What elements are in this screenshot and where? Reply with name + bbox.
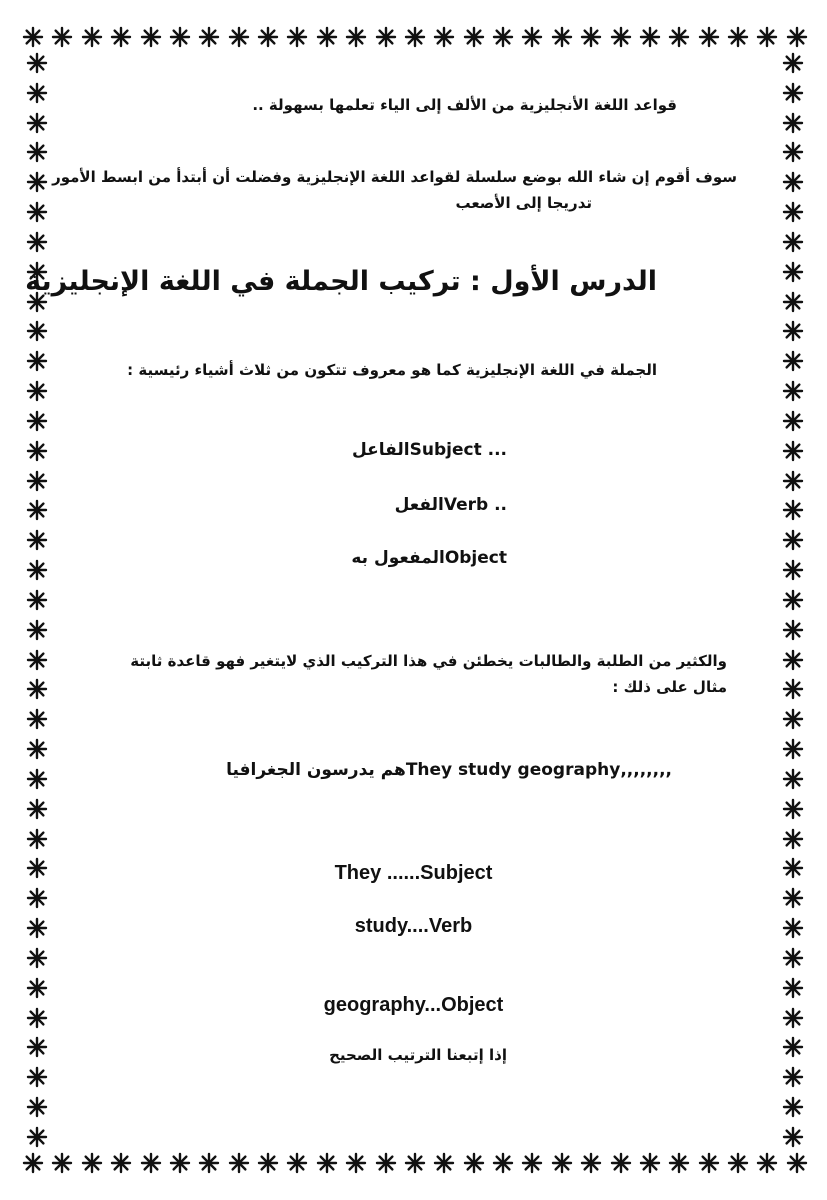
example-sentence: ,,,,,,,,They study geographyهم يدرسون الجغرافيا	[226, 760, 672, 780]
lesson-title: الدرس الأول : تركيب الجملة في اللغة الإنجليزية	[25, 266, 657, 297]
asterisk-star-icon	[433, 26, 455, 48]
asterisk-star-icon	[26, 231, 48, 253]
asterisk-star-icon	[26, 977, 48, 999]
asterisk-star-icon	[639, 1152, 661, 1174]
border-left	[22, 52, 52, 1148]
asterisk-star-icon	[228, 26, 250, 48]
asterisk-star-icon	[51, 26, 73, 48]
asterisk-star-icon	[404, 1152, 426, 1174]
asterisk-star-icon	[782, 380, 804, 402]
asterisk-star-icon	[228, 1152, 250, 1174]
asterisk-star-icon	[782, 1096, 804, 1118]
asterisk-star-icon	[782, 887, 804, 909]
asterisk-star-icon	[727, 26, 749, 48]
asterisk-star-icon	[782, 589, 804, 611]
part-subject: ... Subjectالفاعل	[352, 440, 507, 460]
asterisk-star-icon	[782, 410, 804, 432]
asterisk-star-icon	[639, 26, 661, 48]
asterisk-star-icon	[727, 1152, 749, 1174]
asterisk-star-icon	[26, 619, 48, 641]
asterisk-star-icon	[786, 1152, 808, 1174]
asterisk-star-icon	[345, 1152, 367, 1174]
asterisk-star-icon	[463, 26, 485, 48]
asterisk-star-icon	[782, 201, 804, 223]
asterisk-star-icon	[782, 141, 804, 163]
asterisk-star-icon	[551, 1152, 573, 1174]
asterisk-star-icon	[26, 649, 48, 671]
asterisk-star-icon	[782, 857, 804, 879]
asterisk-star-icon	[26, 201, 48, 223]
asterisk-star-icon	[26, 828, 48, 850]
asterisk-star-icon	[81, 1152, 103, 1174]
asterisk-star-icon	[782, 798, 804, 820]
intro-line-2: تدريجا إلى الأصعب	[455, 194, 592, 212]
asterisk-star-icon	[610, 26, 632, 48]
asterisk-star-icon	[782, 828, 804, 850]
asterisk-star-icon	[26, 887, 48, 909]
asterisk-star-icon	[492, 1152, 514, 1174]
asterisk-star-icon	[110, 1152, 132, 1174]
asterisk-star-icon	[782, 1036, 804, 1058]
asterisk-star-icon	[668, 26, 690, 48]
asterisk-star-icon	[26, 589, 48, 611]
asterisk-star-icon	[26, 678, 48, 700]
asterisk-star-icon	[26, 141, 48, 163]
asterisk-star-icon	[782, 649, 804, 671]
asterisk-star-icon	[26, 320, 48, 342]
asterisk-star-icon	[316, 1152, 338, 1174]
asterisk-star-icon	[26, 171, 48, 193]
asterisk-star-icon	[580, 1152, 602, 1174]
asterisk-star-icon	[26, 708, 48, 730]
asterisk-star-icon	[782, 708, 804, 730]
asterisk-star-icon	[26, 499, 48, 521]
border-right	[778, 52, 808, 1148]
asterisk-star-icon	[26, 350, 48, 372]
asterisk-star-icon	[26, 440, 48, 462]
asterisk-star-icon	[782, 619, 804, 641]
asterisk-star-icon	[756, 26, 778, 48]
asterisk-star-icon	[756, 1152, 778, 1174]
asterisk-star-icon	[110, 26, 132, 48]
part-verb: .. Verbالفعل	[394, 495, 507, 515]
asterisk-star-icon	[782, 529, 804, 551]
asterisk-star-icon	[782, 977, 804, 999]
asterisk-star-icon	[22, 1152, 44, 1174]
asterisk-star-icon	[782, 678, 804, 700]
asterisk-star-icon	[26, 1126, 48, 1148]
asterisk-star-icon	[782, 738, 804, 760]
breakdown-verb: study....Verb	[354, 915, 473, 937]
asterisk-star-icon	[26, 52, 48, 74]
asterisk-star-icon	[551, 26, 573, 48]
asterisk-star-icon	[782, 112, 804, 134]
asterisk-star-icon	[375, 1152, 397, 1174]
asterisk-star-icon	[404, 26, 426, 48]
asterisk-star-icon	[698, 26, 720, 48]
border-top	[22, 22, 808, 52]
mistake-line-1: والكثير من الطلبة والطالبات يخطئن في هذا التركيب الذي لايتغير فهو قاعدة ثابتة	[130, 652, 727, 670]
asterisk-star-icon	[782, 917, 804, 939]
asterisk-star-icon	[375, 26, 397, 48]
asterisk-star-icon	[463, 1152, 485, 1174]
asterisk-star-icon	[26, 798, 48, 820]
asterisk-star-icon	[26, 738, 48, 760]
asterisk-star-icon	[26, 1007, 48, 1029]
asterisk-star-icon	[286, 26, 308, 48]
asterisk-star-icon	[782, 1066, 804, 1088]
asterisk-star-icon	[22, 26, 44, 48]
asterisk-star-icon	[782, 499, 804, 521]
intro-line-1: سوف أقوم إن شاء الله بوضع سلسلة لقواعد اللغة الإنجليزية وفضلت أن أبتدأ من ابسط الأمور	[52, 168, 737, 186]
asterisk-star-icon	[26, 82, 48, 104]
asterisk-star-icon	[26, 768, 48, 790]
asterisk-star-icon	[782, 559, 804, 581]
asterisk-star-icon	[782, 1007, 804, 1029]
asterisk-star-icon	[521, 1152, 543, 1174]
asterisk-star-icon	[26, 1066, 48, 1088]
asterisk-star-icon	[26, 1036, 48, 1058]
asterisk-star-icon	[782, 291, 804, 313]
asterisk-star-icon	[782, 52, 804, 74]
asterisk-star-icon	[316, 26, 338, 48]
asterisk-star-icon	[169, 1152, 191, 1174]
asterisk-star-icon	[782, 440, 804, 462]
asterisk-star-icon	[257, 26, 279, 48]
asterisk-star-icon	[26, 380, 48, 402]
asterisk-star-icon	[580, 26, 602, 48]
intro-title: قواعد اللغة الأنجليزية من الألف إلى الياء تعلمها بسهولة ..	[252, 96, 677, 114]
asterisk-star-icon	[668, 1152, 690, 1174]
asterisk-star-icon	[140, 1152, 162, 1174]
asterisk-star-icon	[81, 26, 103, 48]
breakdown-subject: They ......Subject	[334, 862, 493, 884]
asterisk-star-icon	[782, 1126, 804, 1148]
asterisk-star-icon	[698, 1152, 720, 1174]
asterisk-star-icon	[782, 261, 804, 283]
asterisk-star-icon	[51, 1152, 73, 1174]
asterisk-star-icon	[782, 768, 804, 790]
asterisk-star-icon	[782, 320, 804, 342]
sentence-parts-intro: الجملة في اللغة الإنجليزية كما هو معروف تتكون من ثلاث أشياء رئيسية :	[127, 361, 657, 379]
asterisk-star-icon	[521, 26, 543, 48]
border-bottom	[22, 1148, 808, 1178]
asterisk-star-icon	[26, 529, 48, 551]
asterisk-star-icon	[26, 857, 48, 879]
asterisk-star-icon	[286, 1152, 308, 1174]
asterisk-star-icon	[26, 947, 48, 969]
asterisk-star-icon	[26, 559, 48, 581]
closing-line: إذا إتبعنا الترتيب الصحيح	[329, 1046, 507, 1064]
asterisk-star-icon	[140, 26, 162, 48]
asterisk-star-icon	[26, 917, 48, 939]
asterisk-star-icon	[26, 410, 48, 432]
part-object: Objectالمفعول به	[351, 548, 507, 568]
asterisk-star-icon	[782, 350, 804, 372]
breakdown-object: geography...Object	[323, 994, 504, 1016]
asterisk-star-icon	[782, 82, 804, 104]
asterisk-star-icon	[492, 26, 514, 48]
asterisk-star-icon	[782, 947, 804, 969]
asterisk-star-icon	[257, 1152, 279, 1174]
asterisk-star-icon	[26, 1096, 48, 1118]
asterisk-star-icon	[198, 1152, 220, 1174]
asterisk-star-icon	[169, 26, 191, 48]
asterisk-star-icon	[26, 470, 48, 492]
asterisk-star-icon	[26, 112, 48, 134]
asterisk-star-icon	[782, 470, 804, 492]
asterisk-star-icon	[782, 231, 804, 253]
asterisk-star-icon	[610, 1152, 632, 1174]
mistake-line-2: مثال على ذلك :	[612, 678, 727, 696]
asterisk-star-icon	[345, 26, 367, 48]
asterisk-star-icon	[786, 26, 808, 48]
asterisk-star-icon	[198, 26, 220, 48]
asterisk-star-icon	[433, 1152, 455, 1174]
asterisk-star-icon	[782, 171, 804, 193]
